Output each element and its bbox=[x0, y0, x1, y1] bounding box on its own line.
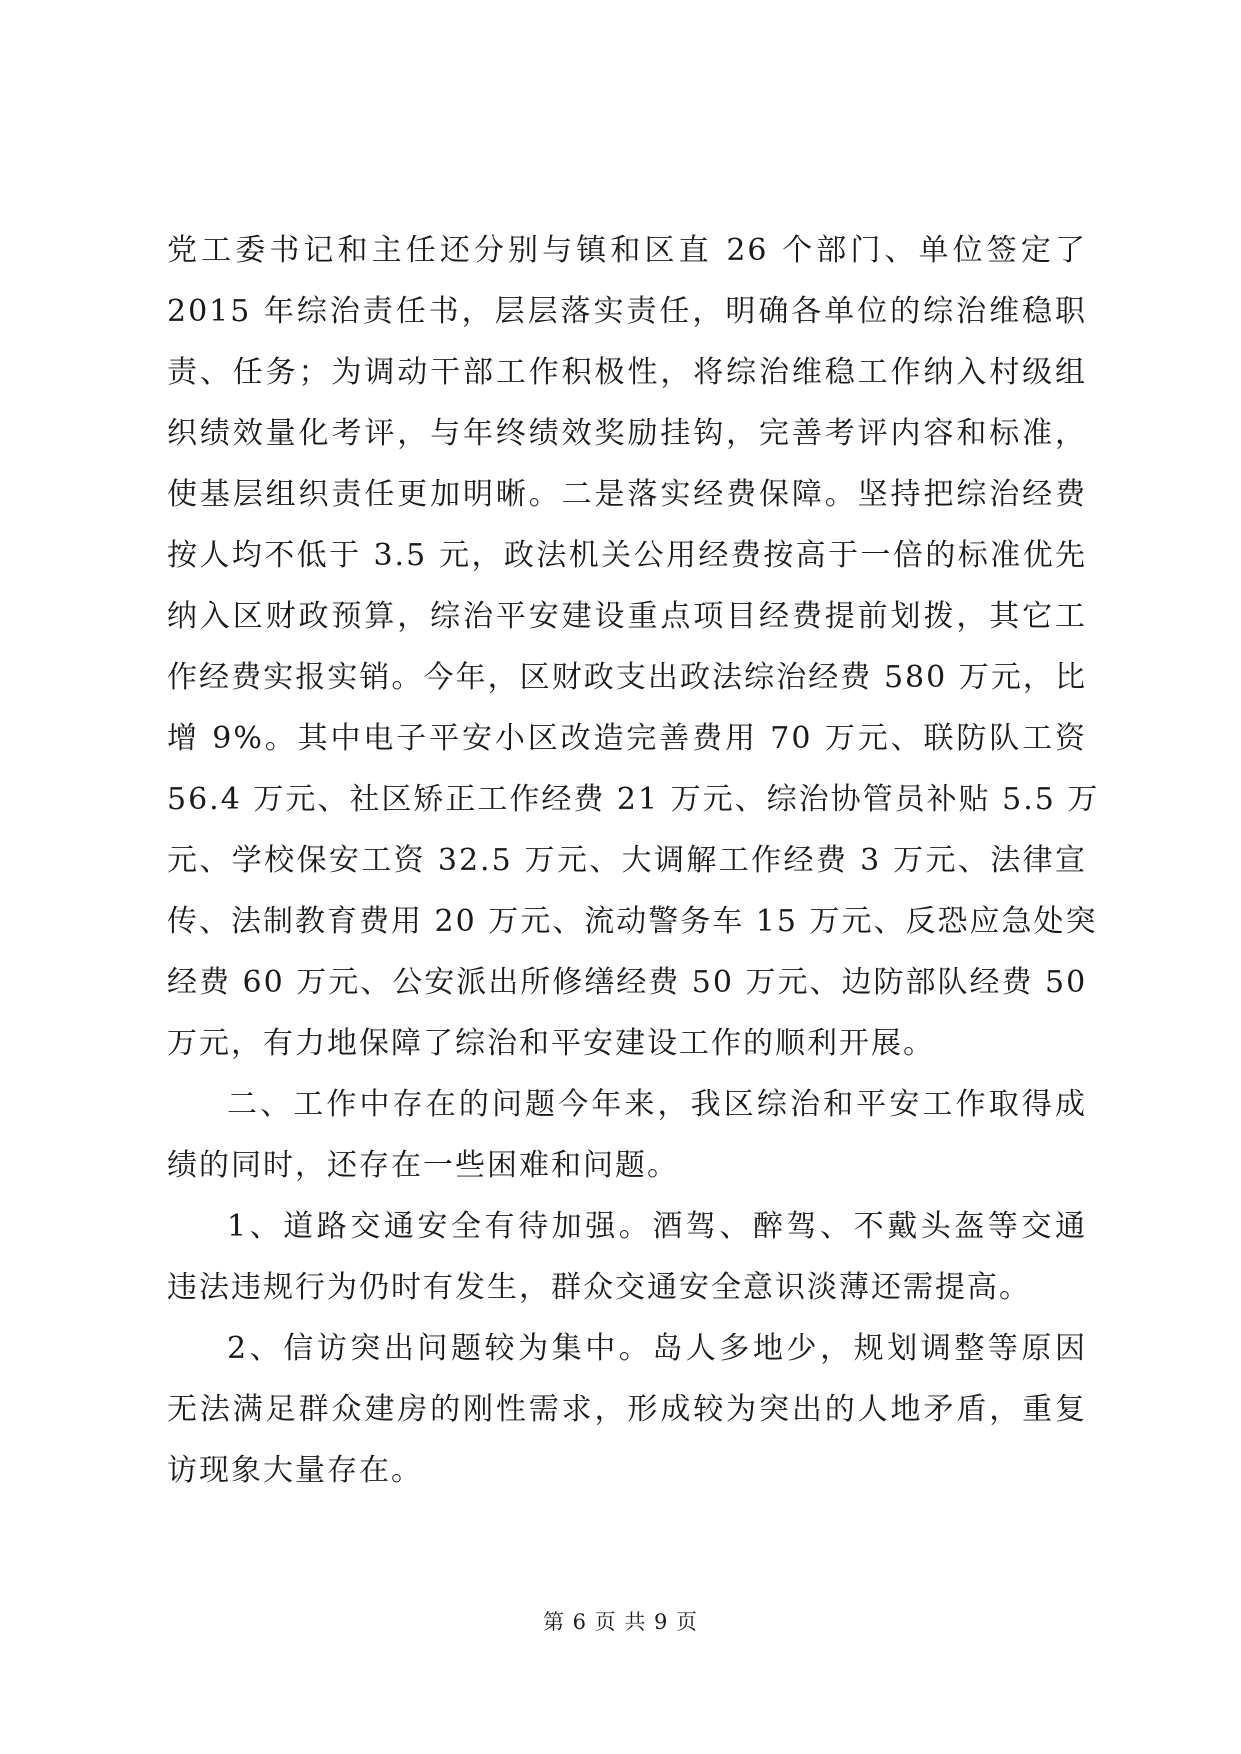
text-line: 按人均不低于 3.5 元，政法机关公用经费按高于一倍的标准优先 bbox=[167, 538, 1087, 573]
text-line: 作经费实报实销。今年，区财政支出政法综治经费 580 万元，比 bbox=[167, 660, 1087, 695]
text-line: 增 9%。其中电子平安小区改造完善费用 70 万元、联防队工资 bbox=[167, 721, 1087, 756]
text-line: 无法满足群众建房的刚性需求，形成较为突出的人地矛盾，重复 bbox=[167, 1392, 1087, 1427]
text-line: 党工委书记和主任还分别与镇和区直 26 个部门、单位签定了 bbox=[167, 233, 1087, 268]
text-line: 访现象大量存在。 bbox=[167, 1453, 423, 1488]
paragraph-first-line: 1、道路交通安全有待加强。酒驾、醉驾、不戴头盔等交通 bbox=[227, 1209, 1087, 1244]
text-line: 违法违规行为仍时有发生，群众交通安全意识淡薄还需提高。 bbox=[167, 1270, 1031, 1305]
paragraph-first-line: 2、信访突出问题较为集中。岛人多地少，规划调整等原因 bbox=[227, 1331, 1087, 1366]
text-line: 传、法制教育费用 20 万元、流动警务车 15 万元、反恐应急处突 bbox=[167, 904, 1098, 939]
page-number-footer: 第 6 页 共 9 页 bbox=[542, 1610, 699, 1634]
text-line: 纳入区财政预算，综治平安建设重点项目经费提前划拨，其它工 bbox=[167, 599, 1087, 634]
text-line: 万元，有力地保障了综治和平安建设工作的顺利开展。 bbox=[167, 1026, 935, 1061]
text-line: 2015 年综治责任书，层层落实责任，明确各单位的综治维稳职 bbox=[167, 294, 1087, 329]
text-line: 元、学校保安工资 32.5 万元、大调解工作经费 3 万元、法律宣 bbox=[167, 843, 1087, 878]
paragraph-first-line: 二、工作中存在的问题今年来，我区综治和平安工作取得成 bbox=[227, 1087, 1087, 1122]
text-line: 56.4 万元、社区矫正工作经费 21 万元、综治协管员补贴 5.5 万 bbox=[167, 782, 1100, 817]
text-line: 织绩效量化考评，与年终绩效奖励挂钩，完善考评内容和标准， bbox=[167, 416, 1087, 451]
text-line: 经费 60 万元、公安派出所修缮经费 50 万元、边防部队经费 50 bbox=[167, 965, 1088, 1000]
document-body bbox=[167, 220, 1100, 1501]
text-line: 绩的同时，还存在一些困难和问题。 bbox=[167, 1148, 679, 1183]
text-line: 使基层组织责任更加明晰。二是落实经费保障。坚持把综治经费 bbox=[167, 477, 1087, 512]
text-line: 责、任务；为调动干部工作积极性，将综治维稳工作纳入村级组 bbox=[167, 355, 1087, 390]
